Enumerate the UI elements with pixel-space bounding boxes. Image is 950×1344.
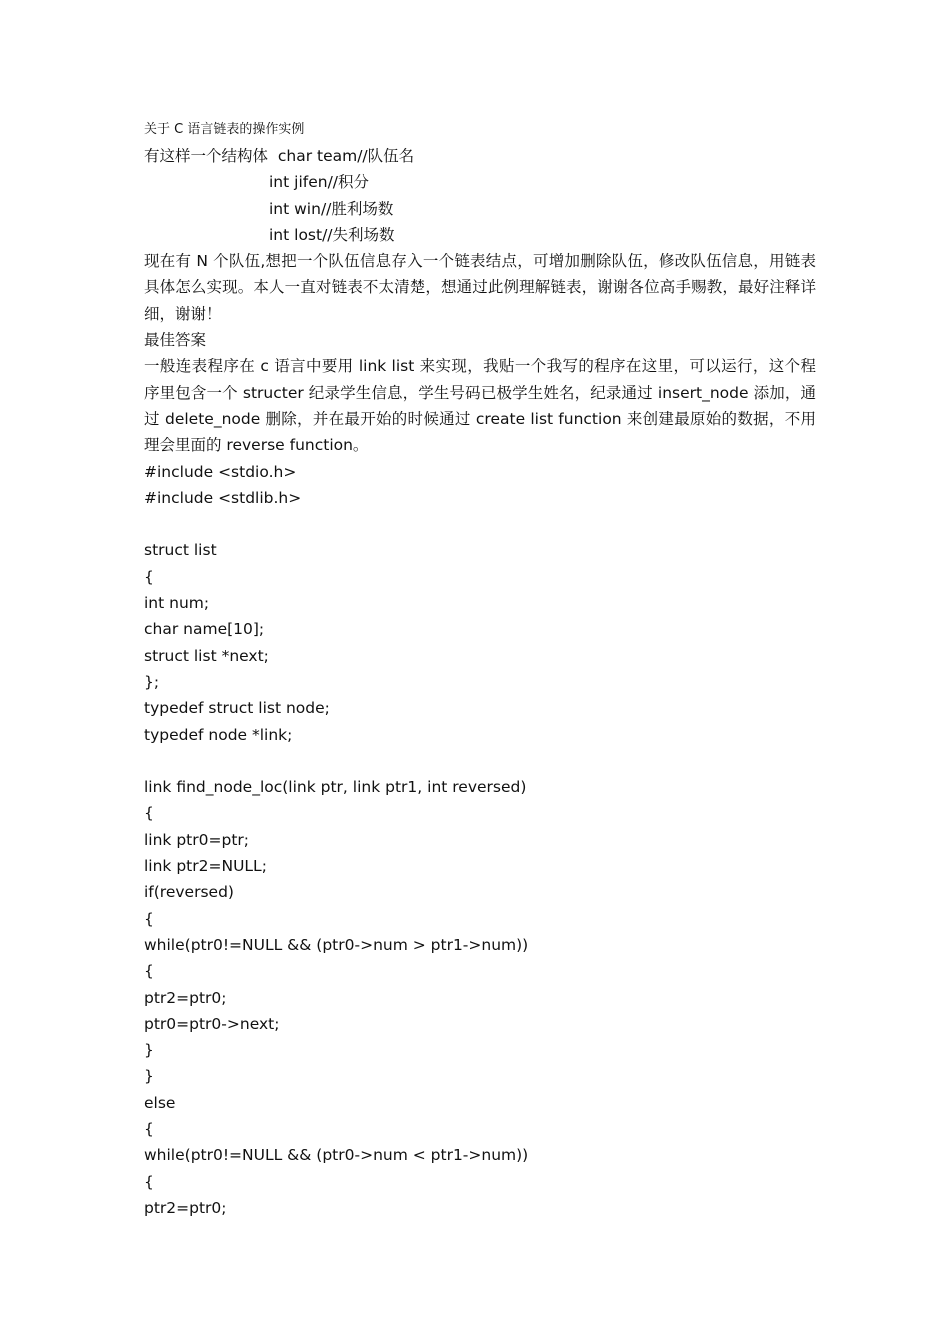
code-line: typedef node *link; [144,725,293,744]
code-line: #include <stdlib.h> [144,488,302,507]
code-line [144,748,816,774]
code-line: ptr2=ptr0; [144,988,227,1007]
document-content [144,117,816,1221]
code-block [144,459,816,1222]
code-line: while(ptr0!=NULL && (ptr0->num > ptr1->num)) [144,935,529,954]
code-line: struct list [144,541,217,560]
answer-body: 一般连表程序在 c 语言中要用 link list 来实现，我贴一个我写的程序在这里，可以运行，这个程序里包含一个 structer 纪录学生信息，学生号码已极学生姓名，纪录通过 insert_node 添加，通过 delete_node 删除，并在最开始的时候通过 create list function 来创建最原始的数据，不用理会里面的 reverse function。 [144,357,816,455]
question-field-lost: int lost//失利场数 [269,225,395,244]
code-line: ptr2=ptr0; [144,1198,227,1217]
code-line: link ptr0=ptr; [144,830,249,849]
question-field-win: int win//胜利场数 [269,199,394,218]
code-line [144,511,816,537]
code-line: else [144,1093,176,1112]
code-line: { [144,567,154,586]
code-line: int num; [144,594,210,613]
code-line: { [144,962,154,981]
code-line: while(ptr0!=NULL && (ptr0->num < ptr1->num)) [144,1146,529,1165]
code-line: #include <stdio.h> [144,462,297,481]
code-line: } [144,1067,154,1086]
document-title: 关于 C 语言链表的操作实例 [144,122,305,137]
answer-heading: 最佳答案 [144,331,207,350]
code-line: { [144,1172,154,1191]
code-line: } [144,1041,154,1060]
code-line: char name[10]; [144,620,265,639]
code-line: link ptr2=NULL; [144,857,267,876]
code-line: struct list *next; [144,646,269,665]
code-line: }; [144,672,160,691]
question-body: 现在有 N 个队伍,想把一个队伍信息存入一个链表结点，可增加删除队伍，修改队伍信息，用链表具体怎么实现。本人一直对链表不太清楚，想通过此例理解链表，谢谢各位高手赐教，最好注释详细，谢谢！ [144,252,816,323]
code-line: link find_node_loc(link ptr, link ptr1, int reversed) [144,778,527,797]
question-first-line: 有这样一个结构体 char team//队伍名 [144,147,415,165]
code-line: ptr0=ptr0->next; [144,1014,280,1033]
code-line: typedef struct list node; [144,699,330,718]
code-line: { [144,909,154,928]
code-line: { [144,1119,154,1138]
code-line: { [144,804,154,823]
question-field-jifen: int jifen//积分 [269,173,370,192]
code-line: if(reversed) [144,883,234,902]
